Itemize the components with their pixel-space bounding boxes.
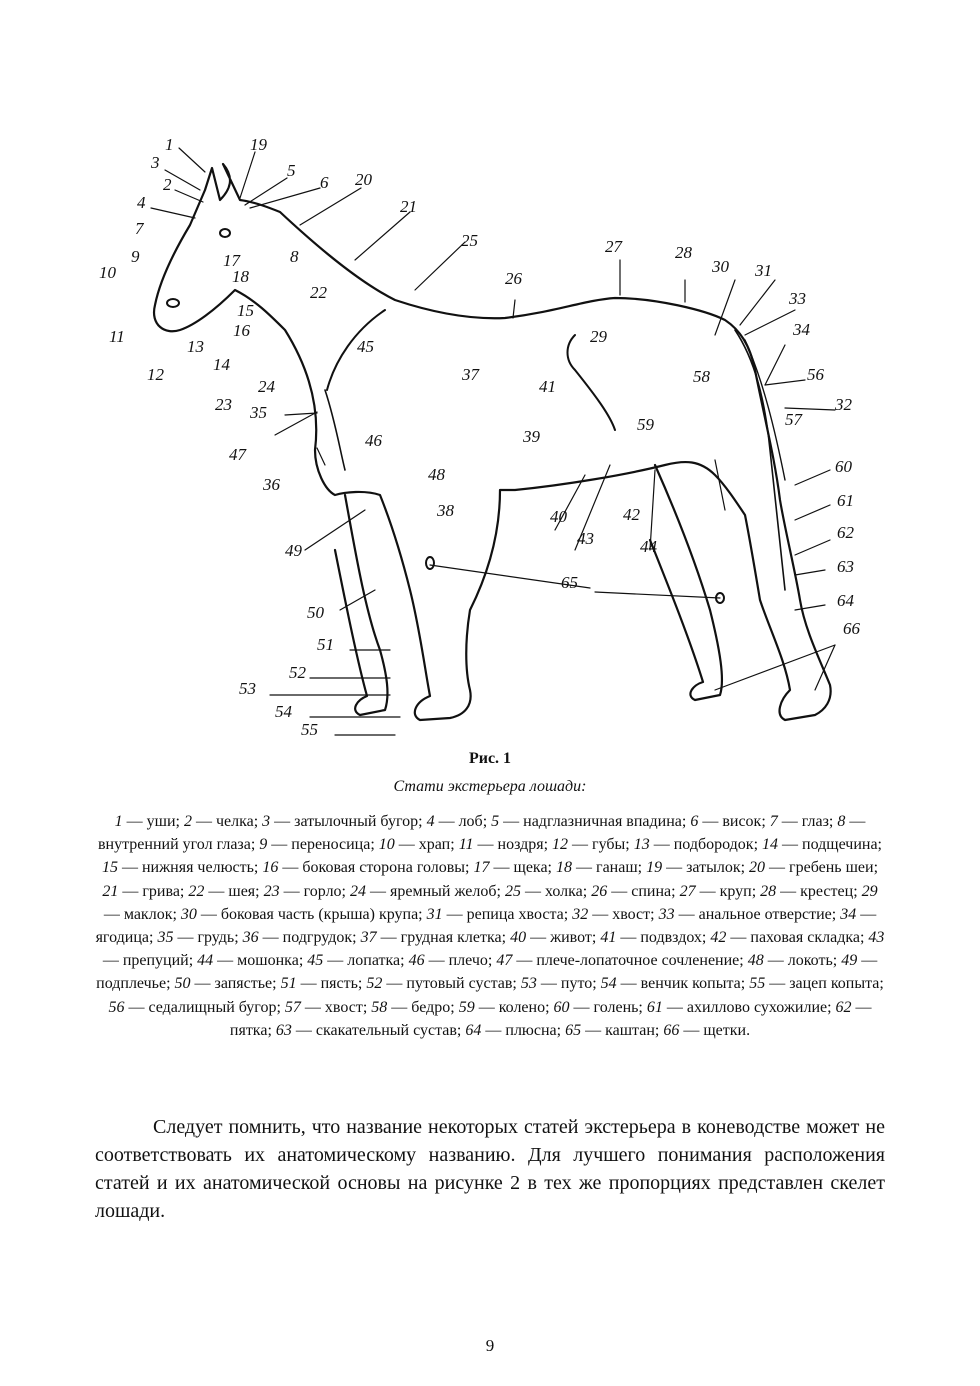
legend-number: 20 <box>749 859 766 877</box>
legend-entry <box>465 1022 565 1039</box>
legend-text: — висок; <box>698 813 770 830</box>
legend-number: 55 <box>749 975 766 993</box>
legend-number: 7 <box>769 813 778 830</box>
figure-label-57: 57 <box>785 410 802 429</box>
legend-entry <box>262 859 473 876</box>
figure-label-4: 4 <box>137 193 146 212</box>
legend-entry <box>366 975 521 992</box>
legend-number: 12 <box>552 836 569 854</box>
legend-text: — затылок; <box>662 859 750 877</box>
legend-number: 3 <box>262 813 271 830</box>
legend-text: — седалищный бугор; <box>124 998 285 1016</box>
legend-entry <box>188 883 263 900</box>
legend-text: — венчик копыта; <box>616 975 750 993</box>
figure-label-59: 59 <box>637 415 654 434</box>
figure-label-18: 18 <box>232 267 249 286</box>
figure-label-45: 45 <box>357 337 374 356</box>
figure-label-31: 31 <box>755 261 772 280</box>
figure-label-22: 22 <box>310 283 327 302</box>
legend-text: — бедро; <box>387 998 459 1016</box>
figure-label-66: 66 <box>843 619 860 638</box>
legend-text: — грива; <box>118 882 189 900</box>
figure-label-19: 19 <box>250 135 267 154</box>
figure-title: Рис. 1 <box>468 750 512 767</box>
legend-text: — храп; <box>394 836 459 854</box>
figure-labels <box>99 135 861 739</box>
legend-entry <box>496 952 747 969</box>
legend-entry <box>115 813 184 830</box>
figure-label-10: 10 <box>99 263 116 282</box>
legend-number: 23 <box>263 882 280 900</box>
figure-label-46: 46 <box>365 431 382 450</box>
legend-number: 10 <box>378 836 395 854</box>
figure-label-63: 63 <box>837 557 854 576</box>
legend-number: 31 <box>426 905 443 923</box>
legend-text: — плечо; <box>424 952 497 970</box>
legend-entry <box>259 836 379 853</box>
legend-entry <box>459 999 554 1016</box>
figure-label-14: 14 <box>213 355 230 374</box>
legend-entry <box>184 813 262 830</box>
legend-entry <box>459 836 552 853</box>
figure-label-38: 38 <box>437 501 454 520</box>
legend-number: 36 <box>242 929 259 947</box>
legend-entry <box>749 859 878 876</box>
figure-label-24: 24 <box>258 377 275 396</box>
legend-entry <box>307 952 408 969</box>
legend-entry <box>157 929 242 946</box>
horse-exterior-figure <box>95 130 895 750</box>
legend-number: 6 <box>690 813 699 830</box>
legend-text: — каштан; <box>581 1021 664 1039</box>
legend-entry <box>102 883 188 900</box>
horse-drawing <box>95 130 895 750</box>
legend-entry <box>505 883 591 900</box>
legend-text: — глаз; <box>777 813 838 830</box>
legend-text: — шея; <box>204 882 264 900</box>
legend-entry <box>427 906 573 923</box>
figure-label-8: 8 <box>290 247 299 266</box>
legend-number: 1 <box>114 813 123 830</box>
legend-number: 33 <box>658 905 675 923</box>
tail-line <box>735 330 785 590</box>
figure-label-48: 48 <box>428 465 445 484</box>
legend-text: — переносица; <box>267 836 379 854</box>
figure-label-20: 20 <box>355 170 372 189</box>
figure-label-29: 29 <box>590 327 607 346</box>
legend-number: 26 <box>591 882 608 900</box>
legend-number: 27 <box>679 882 696 900</box>
legend-text: — нижняя челюсть; <box>117 859 263 877</box>
figure-label-64: 64 <box>837 591 854 610</box>
legend-text: — лопатка; <box>323 952 409 970</box>
legend-number: 25 <box>504 882 521 900</box>
figure-label-35: 35 <box>250 403 267 422</box>
figure-label-55: 55 <box>301 720 318 739</box>
legend-text: — подщечина; <box>778 836 882 854</box>
legend-text: — гребень шеи; <box>765 859 879 877</box>
legend-entry <box>108 999 284 1016</box>
figure-label-6: 6 <box>320 173 329 192</box>
legend-text: — крестец; <box>776 882 862 900</box>
figure-label-13: 13 <box>187 337 204 356</box>
figure-label-61: 61 <box>837 491 854 510</box>
legend-text: — ганаш; <box>572 859 647 877</box>
legend-number: 37 <box>360 929 377 947</box>
body-paragraph: Следует помнить, что название некоторых статей экстерьера в коневодстве может не соответствовать их анатомическому названию. Для лучшего понимания расположения статей и их анатомической основы на рисунке 2 в тех же пропорциях представлен скелет лошади. <box>95 1116 885 1222</box>
legend-entry <box>556 859 646 876</box>
legend-number: 14 <box>762 836 779 854</box>
legend-entry <box>427 813 492 830</box>
legend-entry <box>552 836 634 853</box>
legend-text: — спина; <box>607 882 680 900</box>
legend-entry <box>285 999 371 1016</box>
figure-label-62: 62 <box>837 523 854 542</box>
legend-entry <box>175 975 281 992</box>
figure-label-41: 41 <box>539 377 556 396</box>
legend-text: — хвост; <box>300 998 372 1016</box>
legend-text: — пятка; <box>229 998 872 1039</box>
legend-number: 46 <box>408 952 425 970</box>
legend-text: — маклок; <box>103 905 181 923</box>
figure-label-42: 42 <box>623 505 640 524</box>
legend-number: 35 <box>157 929 174 947</box>
legend-entry <box>748 952 841 969</box>
figure-label-28: 28 <box>675 243 692 262</box>
legend-entry <box>646 859 749 876</box>
legend-text: — голень; <box>569 998 647 1016</box>
legend-text: — подвздох; <box>616 929 711 947</box>
figure-label-3: 3 <box>151 153 160 172</box>
legend-text: — челка; <box>191 813 263 830</box>
figure-label-54: 54 <box>275 702 292 721</box>
legend-text: — плюсна; <box>481 1021 566 1039</box>
hind-left-leg <box>650 465 722 700</box>
figure-label-15: 15 <box>237 301 254 320</box>
legend-number: 49 <box>841 952 858 970</box>
legend-number: 58 <box>371 998 388 1016</box>
figure-label-32: 32 <box>835 395 852 414</box>
legend-text: — подбородок; <box>649 836 763 854</box>
legend-entry <box>361 929 510 946</box>
legend-number: 61 <box>646 998 663 1016</box>
figure-label-23: 23 <box>215 395 232 414</box>
legend-text: — локоть; <box>763 952 842 970</box>
legend-entry <box>601 975 750 992</box>
figure-label-40: 40 <box>550 507 567 526</box>
figure-label-53: 53 <box>239 679 256 698</box>
legend-number: 4 <box>426 813 435 830</box>
figure-label-27: 27 <box>605 237 622 256</box>
legend-number: 56 <box>108 998 125 1016</box>
legend-text: — колено; <box>474 998 554 1016</box>
figure-label-33: 33 <box>789 289 806 308</box>
legend-entry <box>572 906 658 923</box>
legend-text: — щетки. <box>679 1021 751 1039</box>
legend-number: 43 <box>868 929 885 947</box>
legend-entry <box>600 929 710 946</box>
legend-number: 24 <box>350 882 366 900</box>
legend-entry <box>264 883 350 900</box>
legend-number: 2 <box>183 813 192 830</box>
figure-label-65: 65 <box>561 573 578 592</box>
legend-number: 52 <box>366 975 383 993</box>
figure-label-9: 9 <box>131 247 140 266</box>
legend-number: 51 <box>280 975 297 993</box>
legend-number: 11 <box>458 836 474 854</box>
legend-entry <box>521 975 601 992</box>
figure-label-39: 39 <box>523 427 540 446</box>
legend-entry <box>591 883 679 900</box>
legend-text: — хвост; <box>588 905 659 923</box>
legend-number: 30 <box>180 905 197 923</box>
legend-entry <box>510 929 600 946</box>
legend-text: — скакательный сустав; <box>291 1021 466 1039</box>
legend-number: 19 <box>646 859 663 877</box>
legend-entry <box>680 883 761 900</box>
leader-lines <box>151 148 835 735</box>
legend-number: 40 <box>510 929 527 947</box>
figure-label-26: 26 <box>505 269 522 288</box>
figure-subtitle: Стати экстерьера лошади: <box>393 778 587 795</box>
legend-entry <box>663 1022 750 1039</box>
figure-label-30: 30 <box>712 257 729 276</box>
legend-text: — круп; <box>695 882 761 900</box>
legend-text: — щека; <box>489 859 556 877</box>
legend-entry <box>276 1022 465 1039</box>
legend-text: — путовый сустав; <box>382 975 521 993</box>
legend-entry <box>474 859 557 876</box>
legend-number: 5 <box>491 813 500 830</box>
figure-label-52: 52 <box>289 663 306 682</box>
figure-label-47: 47 <box>229 445 246 464</box>
legend-entry <box>554 999 647 1016</box>
legend-number: 21 <box>102 882 119 900</box>
figure-label-44: 44 <box>640 537 657 556</box>
figure-label-16: 16 <box>233 321 250 340</box>
figure-label-11: 11 <box>109 327 125 346</box>
figure-legend <box>95 810 885 1042</box>
legend-entry <box>634 836 762 853</box>
legend-text: — затылочный бугор; <box>270 813 427 830</box>
legend-number: 62 <box>835 998 852 1016</box>
figure-label-17: 17 <box>223 251 240 270</box>
legend-text: — пясть; <box>296 975 367 993</box>
legend-entry <box>409 952 497 969</box>
legend-text: — боковая часть (крыша) крупа; <box>196 905 427 923</box>
legend-text: — анальное отверстие; <box>674 905 841 923</box>
legend-entry <box>197 952 307 969</box>
legend-number: 57 <box>284 998 301 1016</box>
legend-number: 60 <box>553 998 570 1016</box>
front-left-leg <box>335 495 387 715</box>
figure-label-7: 7 <box>135 219 144 238</box>
legend-number: 50 <box>174 975 191 993</box>
legend-number: 47 <box>496 952 513 970</box>
legend-text: — запястье; <box>190 975 281 993</box>
figure-label-12: 12 <box>147 365 164 384</box>
legend-text: — холка; <box>520 882 592 900</box>
legend-entry <box>749 975 884 992</box>
legend-text: — яремный желоб; <box>366 882 505 900</box>
legend-text: — мошонка; <box>213 952 308 970</box>
legend-number: 64 <box>465 1021 482 1039</box>
figure-label-1: 1 <box>165 135 174 154</box>
legend-number: 34 <box>840 905 857 923</box>
legend-number: 13 <box>633 836 650 854</box>
legend-text: — горло; <box>279 882 350 900</box>
legend-number: 63 <box>275 1021 292 1039</box>
figure-label-60: 60 <box>835 457 852 476</box>
legend-text: — уши; <box>122 813 184 830</box>
legend-entry <box>243 929 361 946</box>
figure-label-49: 49 <box>285 541 302 560</box>
legend-entry <box>565 1022 663 1039</box>
legend-number: 9 <box>259 836 268 854</box>
figure-label-37: 37 <box>462 365 479 384</box>
legend-number: 16 <box>262 859 279 877</box>
legend-number: 45 <box>307 952 324 970</box>
legend-number: 18 <box>556 859 572 877</box>
legend-text: — лоб; <box>434 813 492 830</box>
legend-entry <box>710 929 868 946</box>
legend-number: 15 <box>101 859 118 877</box>
legend-number: 65 <box>565 1021 582 1039</box>
legend-number: 8 <box>837 813 846 830</box>
legend-text: — внутренний угол глаза; <box>97 813 866 854</box>
legend-entry <box>659 906 841 923</box>
legend-number: 17 <box>473 859 490 877</box>
horse-outline <box>154 164 831 720</box>
figure-label-21: 21 <box>400 197 417 216</box>
legend-text: — подгрудок; <box>258 929 361 947</box>
legend-text: — паховая складка; <box>726 929 869 947</box>
legend-number: 59 <box>458 998 475 1016</box>
legend-text: — репица хвоста; <box>442 905 573 923</box>
legend-text: — живот; <box>526 929 601 947</box>
legend-text: — боковая сторона головы; <box>278 859 474 877</box>
legend-text: — путо; <box>536 975 601 993</box>
figure-label-2: 2 <box>163 175 172 194</box>
legend-text: — грудь; <box>173 929 243 947</box>
figure-label-43: 43 <box>577 529 594 548</box>
legend-entry <box>760 883 861 900</box>
legend-entry <box>762 836 882 853</box>
figure-label-58: 58 <box>693 367 710 386</box>
legend-entry <box>181 906 427 923</box>
legend-number: 53 <box>520 975 537 993</box>
legend-entry <box>262 813 426 830</box>
figure-label-50: 50 <box>307 603 324 622</box>
figure-label-56: 56 <box>807 365 824 384</box>
legend-text: — надглазничная впадина; <box>499 813 691 830</box>
legend-number: 66 <box>663 1021 680 1039</box>
legend-text: — ахиллово сухожилие; <box>662 998 836 1016</box>
legend-text: — препуций; <box>102 952 198 970</box>
figure-label-36: 36 <box>263 475 280 494</box>
legend-text: — ягодица; <box>95 905 877 947</box>
legend-number: 48 <box>747 952 764 970</box>
legend-entry <box>281 975 367 992</box>
legend-number: 44 <box>197 952 214 970</box>
legend-entry <box>371 999 458 1016</box>
legend-text: — грудная клетка; <box>376 929 511 947</box>
legend-entry <box>770 813 838 830</box>
legend-text: — плече-лопаточное сочленение; <box>512 952 748 970</box>
legend-text: — губы; <box>568 836 634 854</box>
figure-label-5: 5 <box>287 161 296 180</box>
legend-number: 28 <box>760 882 777 900</box>
legend-text: — зацеп копыта; <box>765 975 884 993</box>
legend-entry <box>379 836 459 853</box>
figure-label-51: 51 <box>317 635 334 654</box>
legend-entry <box>647 999 836 1016</box>
legend-entry <box>690 813 769 830</box>
page-number: 9 <box>485 1336 495 1355</box>
legend-number: 54 <box>600 975 617 993</box>
legend-entry <box>491 813 690 830</box>
legend-number: 29 <box>861 882 878 900</box>
legend-text: — подплечье; <box>96 952 878 993</box>
legend-number: 41 <box>600 929 617 947</box>
figure-label-34: 34 <box>793 320 810 339</box>
legend-entry <box>350 883 505 900</box>
legend-text: — ноздря; <box>473 836 553 854</box>
legend-entry <box>102 859 262 876</box>
legend-number: 32 <box>572 905 589 923</box>
figure-label-25: 25 <box>461 231 478 250</box>
legend-number: 22 <box>188 882 205 900</box>
legend-number: 42 <box>710 929 727 947</box>
